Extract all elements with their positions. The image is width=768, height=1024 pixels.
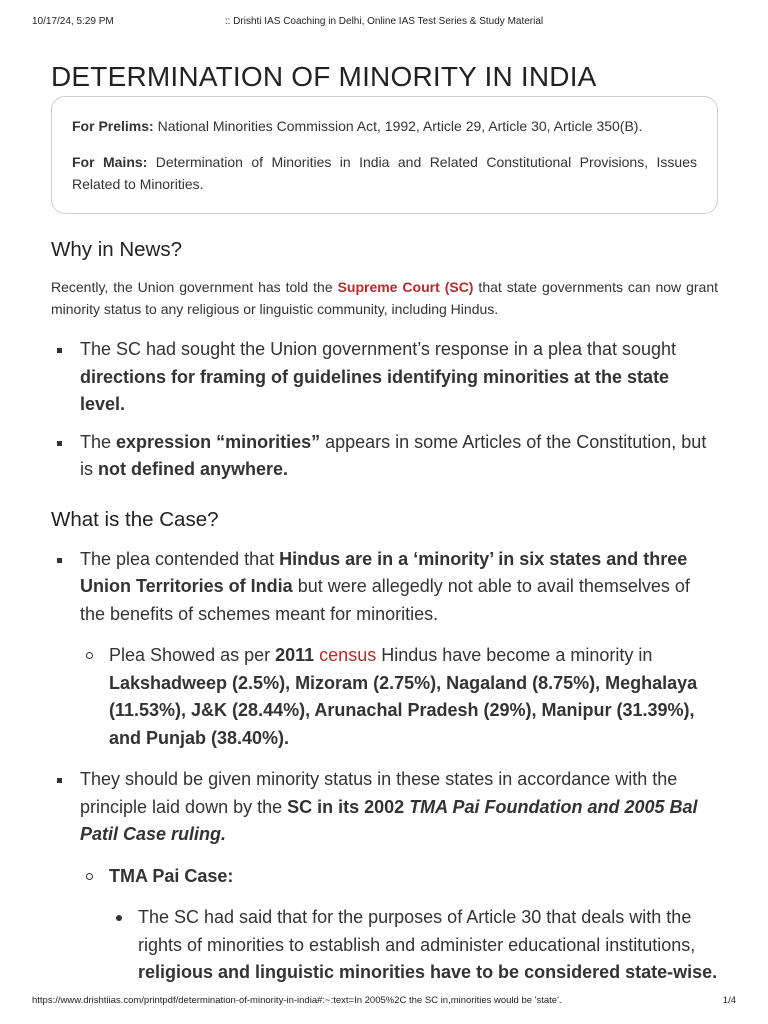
- page-number: 1/4: [722, 995, 736, 1006]
- case-b2-bold-italic: TMA Pai Foundation and 2005 Bal Patil Case ruling.: [80, 796, 698, 844]
- bullet2-text-a: The: [80, 431, 117, 452]
- tma-text: The SC had said that for the purposes of Article 30 that deals with the rights of minorities to establish and administer educational institutions,: [138, 907, 696, 955]
- article-content: [51, 58, 718, 1001]
- news-intro: [51, 276, 718, 320]
- list-item: [109, 904, 718, 987]
- tma-sub-list: [80, 863, 718, 987]
- list-item: [80, 863, 718, 987]
- sub1-bold: Lakshadweep (2.5%), Mizoram (2.75%), Nagaland (8.75%), Meghalaya (11.53%), J&K (28.44%), Arunachal Pradesh (29%), Manipur (31.39%), and Punjab (38.40%).: [109, 672, 698, 748]
- prelims-label: For Prelims:: [72, 118, 154, 134]
- heading-why-in-news: Why in News?: [51, 238, 183, 261]
- list-item: [51, 766, 718, 987]
- list-item: [51, 546, 718, 753]
- tma-bold: religious and linguistic minorities have to be considered state-wise.: [138, 962, 718, 982]
- case-bullets: [51, 546, 718, 987]
- sub1-text-a: Plea Showed as per: [109, 645, 276, 665]
- list-item: [51, 336, 718, 419]
- bullet2-text-b: appears in some Articles of the Constitution, but is: [80, 431, 707, 479]
- case-b1-bold: Hindus are in a ‘minority’ in six states and three Union Territories of India: [80, 548, 688, 596]
- prelims-text: National Minorities Commission Act, 1992, Article 29, Article 30, Article 350(B).: [153, 118, 643, 134]
- tma-detail-list: [109, 904, 718, 987]
- list-item: [51, 429, 718, 484]
- bullet1-text: The SC had sought the Union government’s response in a plea that sought: [80, 339, 677, 359]
- print-datetime: 10/17/24, 5:29 PM: [32, 16, 114, 27]
- intro-text-start: Recently, the Union government has told the: [51, 279, 338, 295]
- list-item: [80, 642, 718, 752]
- mains-text: Determination of Minorities in India and Related Constitutional Provisions, Issues Related to Minorities.: [72, 154, 697, 192]
- print-page-title: :: Drishti IAS Coaching in Delhi, Online IAS Test Series & Study Material: [224, 16, 544, 27]
- case-b2-bold: SC in its 2002: [287, 796, 410, 817]
- prelims-line: [72, 115, 697, 137]
- census-link[interactable]: census: [314, 645, 377, 665]
- news-bullets: [51, 336, 718, 484]
- heading-what-is-the-case: What is the Case?: [51, 507, 219, 531]
- case-b2-text: They should be given minority status in these states in accordance with the principle laid down by the: [80, 769, 678, 817]
- bullet1-bold: directions for framing of guidelines identifying minorities at the state level.: [80, 366, 670, 414]
- sub1-year: 2011: [275, 645, 315, 665]
- case-b1-text: The plea contended that: [80, 548, 280, 569]
- syllabus-box: [51, 96, 718, 214]
- mains-label: For Mains:: [72, 154, 148, 170]
- intro-text-end: that state governments can now grant minority status to any religious or linguistic community, including Hindus.: [51, 279, 718, 317]
- bullet2-bold-a: expression “minorities”: [116, 431, 321, 452]
- print-header: [32, 16, 736, 30]
- mains-line: [72, 151, 697, 195]
- supreme-court-link[interactable]: Supreme Court (SC): [337, 279, 474, 295]
- case-b1-text-end: but were allegedly not able to avail themselves of the benefits of schemes meant for minorities.: [80, 576, 690, 624]
- tma-label: TMA Pai Case:: [109, 865, 234, 886]
- bullet2-bold-b: not defined anywhere.: [98, 459, 289, 479]
- sub1-text-b: Hindus have become a minority in: [376, 645, 653, 665]
- print-footer: [32, 995, 736, 1009]
- print-url: https://www.drishtiias.com/printpdf/determination-of-minority-in-india#:~:text=In 2005%2C the SC in,minorities would be 'state'.: [32, 995, 562, 1006]
- article-title: DETERMINATION OF MINORITY IN INDIA: [51, 61, 597, 92]
- case-sub-list: [80, 642, 718, 752]
